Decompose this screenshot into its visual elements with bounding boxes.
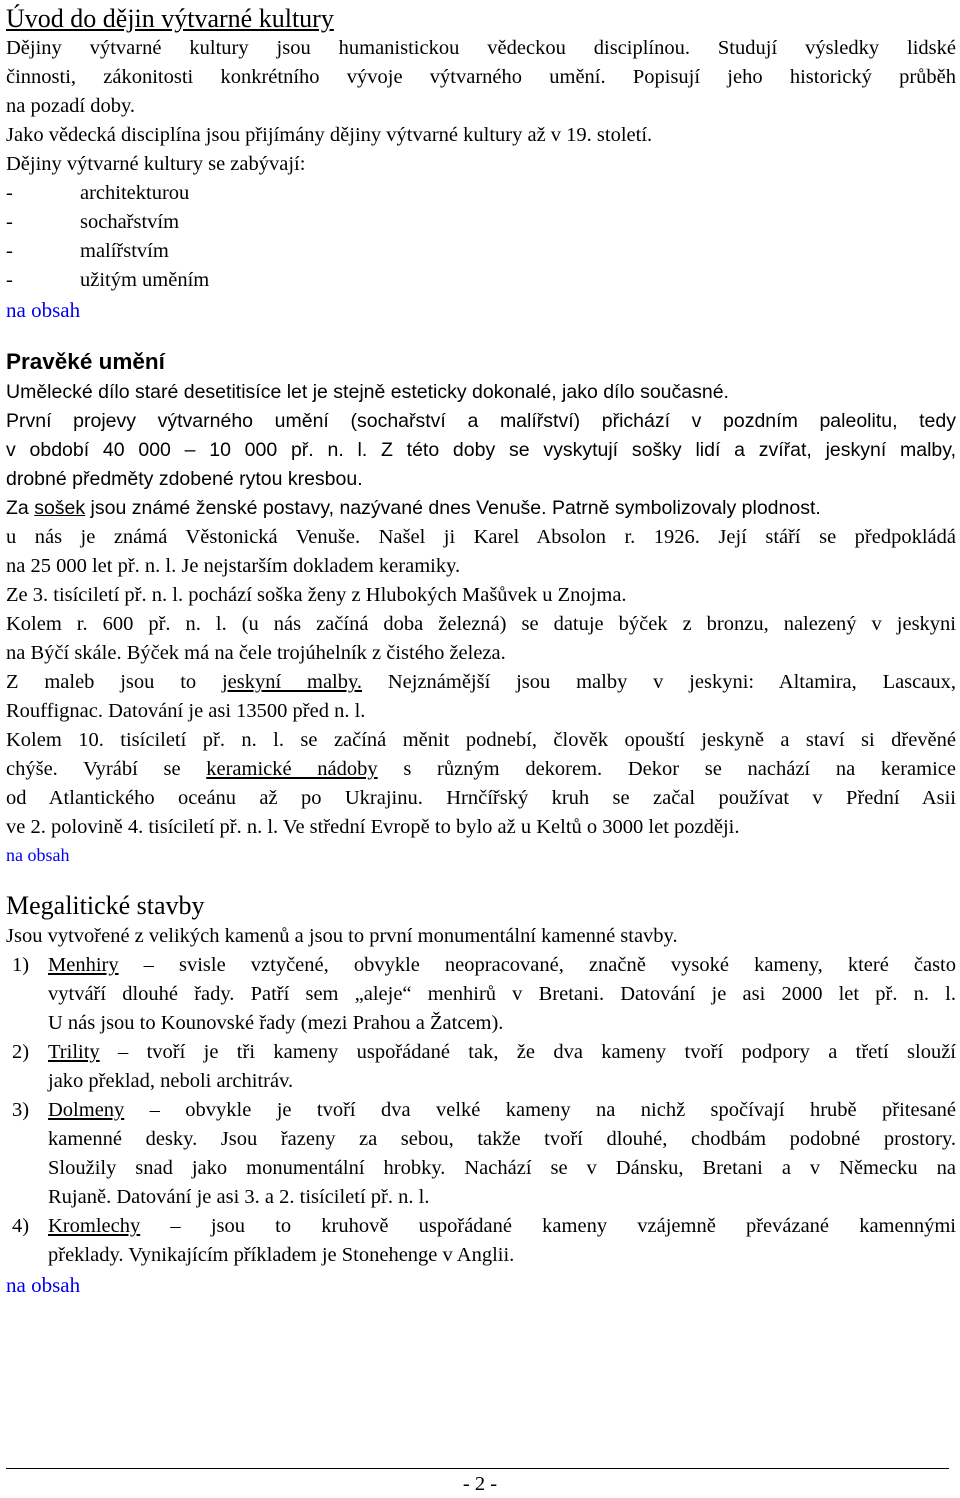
paragraph-line: jako překlad, neboli architráv.	[48, 1070, 294, 1092]
underlined-term: Kromlechy	[48, 1215, 141, 1237]
section-megalitické-stavby	[6, 922, 956, 1300]
paragraph-line: Kolem r. 600 př. n. l. (u nás začíná doba železná) se datuje býček z bronzu, nalezený v jeskyni	[6, 613, 956, 635]
list-bullet: -	[6, 211, 13, 233]
paragraph-line: na Býčí skále. Býček má na čele trojúhelník z čistého železa.	[6, 642, 506, 664]
back-to-contents-link[interactable]: na obsah	[6, 298, 81, 322]
text-run: jsou známé ženské postavy, nazývané dnes Venuše. Patrně symbolizovaly plodnost.	[85, 497, 821, 519]
paragraph-line: u nás je známá Věstonická Venuše. Našel ji Karel Absolon r. 1926. Její stáří se předpokládá	[6, 526, 956, 548]
paragraph-line: vytváří dlouhé řady. Patří sem „aleje“ menhirů v Bretani. Datování je asi 2000 let př. n. l.	[48, 983, 956, 1005]
text-run: Za	[6, 497, 35, 519]
paragraph-line: překlady. Vynikajícím příkladem je Stonehenge v Anglii.	[48, 1244, 515, 1266]
list-item-text: architekturou	[80, 182, 190, 204]
paragraph-line: Dějiny výtvarné kultury se zabývají:	[6, 153, 306, 175]
list-item-dolmeny	[6, 1096, 956, 1212]
list-bullet: -	[6, 240, 13, 262]
footer-divider	[6, 1468, 949, 1469]
list-item	[6, 208, 956, 237]
text-run: chýše. Vyrábí se	[6, 758, 207, 780]
paragraph-line: drobné předměty zdobené rytou kresbou.	[6, 468, 363, 490]
paragraph-line: Jsou vytvořené z velikých kamenů a jsou to první monumentální kamenné stavby.	[6, 925, 678, 947]
paragraph-line: První projevy výtvarného umění (sochařství a malířství) přichází v pozdním paleolitu, tedy	[6, 410, 956, 432]
paragraph-line: na pozadí doby.	[6, 95, 136, 117]
underlined-term: sošek	[34, 497, 86, 519]
paragraph-line: v období 40 000 – 10 000 př. n. l. Z této doby se vyskytují sošky lidí a zvířat, jeskyní malby,	[6, 439, 956, 461]
paragraph-line	[6, 755, 956, 784]
document-page	[6, 0, 956, 1300]
text-run: – jsou to kruhově uspořádané kameny vzájemně převázané kamennými	[140, 1215, 956, 1237]
list-item-trility	[6, 1038, 956, 1096]
list-bullet: -	[6, 269, 13, 291]
paragraph-line: U nás jsou to Kounovské řady (mezi Prahou a Žatcem).	[48, 1012, 504, 1034]
section-title-praveke-umeni: Pravěké umění	[6, 349, 165, 374]
text-run: s různým dekorem. Dekor se nachází na keramice	[377, 758, 956, 780]
section-title-uvod: Úvod do dějin výtvarné kultury	[6, 4, 334, 33]
list-item-menhiry	[6, 951, 956, 1038]
paragraph-line: Ze 3. tisíciletí př. n. l. pochází soška ženy z Hlubokých Mašůvek u Znojma.	[6, 584, 627, 606]
back-to-contents-link[interactable]: na obsah	[6, 845, 70, 865]
paragraph-line: na 25 000 let př. n. l. Je nejstarším dokladem keramiky.	[6, 555, 461, 577]
list-number: 2)	[12, 1041, 30, 1063]
paragraph-line	[48, 1038, 956, 1067]
paragraph-line	[48, 1096, 956, 1125]
underlined-term: keramické nádoby	[206, 758, 378, 780]
text-run: – obvykle je tvoří dva velké kameny na nichž spočívají hrubě přitesané	[124, 1099, 956, 1121]
back-to-contents-link[interactable]: na obsah	[6, 1273, 81, 1297]
list-number: 3)	[12, 1099, 30, 1121]
section-praveke-umeni	[6, 378, 956, 868]
list-item	[6, 179, 956, 208]
list-number: 4)	[12, 1215, 30, 1237]
list-item-text: malířstvím	[80, 240, 169, 262]
paragraph-line: od Atlantického oceánu až po Ukrajinu. Hrnčířský kruh se začal používat v Přední Asii	[6, 787, 956, 809]
underlined-term: jeskyní malby.	[221, 671, 363, 693]
list-item	[6, 237, 956, 266]
paragraph-line	[48, 951, 956, 980]
text-run: Nejznámější jsou malby v jeskyni: Altamira, Lascaux,	[362, 671, 956, 693]
underlined-term: Menhiry	[48, 954, 119, 976]
paragraph-line: Sloužily snad jako monumentální hrobky. Nachází se v Dánsku, Bretani a v Německu na	[48, 1157, 956, 1179]
paragraph-line: ve 2. polovině 4. tisíciletí př. n. l. Ve střední Evropě to bylo až u Keltů o 3000 let později.	[6, 816, 740, 838]
text-run: – svisle vztyčené, obvykle neopracované, značně vysoké kameny, které často	[118, 954, 956, 976]
paragraph-line: Kolem 10. tisíciletí př. n. l. se začíná měnit podnebí, člověk opouští jeskyně a staví si dřevěné	[6, 729, 956, 751]
underlined-term: Dolmeny	[48, 1099, 125, 1121]
page-number: - 2 -	[462, 1473, 498, 1495]
paragraph-line: Dějiny výtvarné kultury jsou humanistickou vědeckou disciplínou. Studují výsledky lidské	[6, 37, 956, 59]
section-title-megalitické-stavby: Megalitické stavby	[6, 891, 205, 920]
paragraph-line	[6, 494, 956, 523]
text-run: Z maleb jsou to	[6, 671, 222, 693]
topics-list	[6, 179, 956, 295]
paragraph-line: činnosti, zákonitosti konkrétního vývoje výtvarného umění. Popisují jeho historický průběh	[6, 66, 956, 88]
paragraph-line: Umělecké dílo staré desetitisíce let je stejně esteticky dokonalé, jako dílo současné.	[6, 381, 729, 403]
list-bullet: -	[6, 182, 13, 204]
list-item-text: užitým uměním	[80, 269, 210, 291]
paragraph-line	[48, 1212, 956, 1241]
list-item-text: sochařstvím	[80, 211, 180, 233]
paragraph-line: Jako vědecká disciplína jsou přijímány dějiny výtvarné kultury až v 19. století.	[6, 124, 653, 146]
paragraph-line	[6, 668, 956, 697]
paragraph-line: Rouffignac. Datování je asi 13500 před n. l.	[6, 700, 366, 722]
list-item-kromlechy	[6, 1212, 956, 1270]
section-uvod	[6, 34, 956, 325]
text-run: – tvoří je tři kameny uspořádané tak, že dva kameny tvoří podpory a třetí slouží	[99, 1041, 956, 1063]
paragraph-line: Rujaně. Datování je asi 3. a 2. tisíciletí př. n. l.	[48, 1186, 430, 1208]
paragraph-line: kamenné desky. Jsou řazeny za sebou, takže tvoří dlouhé, chodbám podobné prostory.	[48, 1128, 956, 1150]
list-item	[6, 266, 956, 295]
megalith-list	[6, 951, 956, 1270]
list-number: 1)	[12, 954, 30, 976]
underlined-term: Trility	[48, 1041, 100, 1063]
